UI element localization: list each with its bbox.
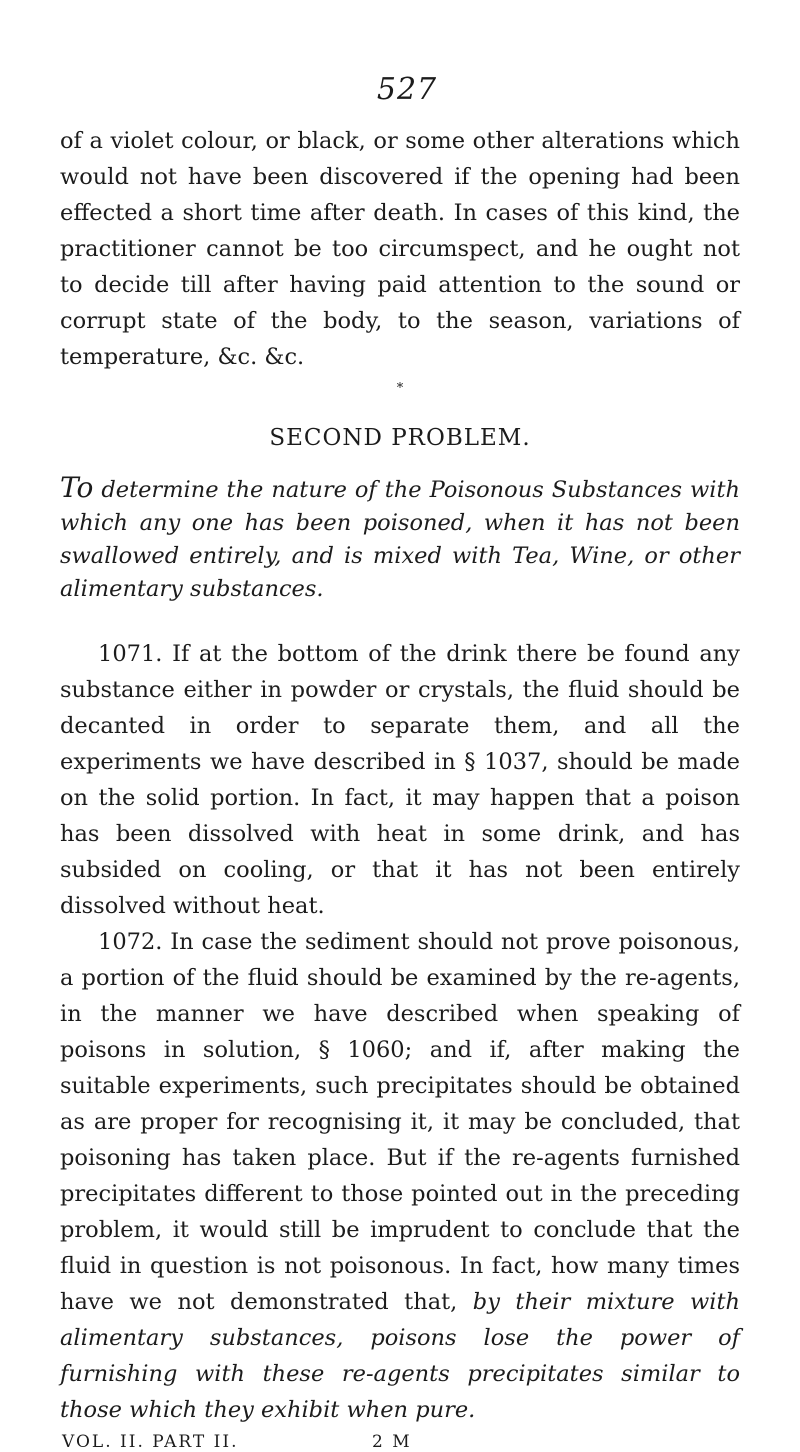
problem-statement-lead: To — [60, 471, 94, 504]
opening-paragraph: of a violet colour, or black, or some other alterations which would not have been discovered if the opening had been effected a short time after death. In cases of this kind, the practitioner cannot be too circumspect, and he ought not to decide till after having paid attention to the sound or corrupt state of the body, to the season, variations of temperature, &c. &c. — [60, 128, 740, 370]
page-number: 527 — [376, 72, 438, 107]
problem-statement-text: determine the nature of the Poisonous Substances with which any one has been poisoned, when it has not been swallowed entirely, and is mixed with Tea, Wine, or other alimentary substances. — [60, 477, 740, 602]
asterisk-separator: * — [396, 381, 404, 396]
section-title: SECOND PROBLEM. — [269, 425, 531, 451]
paragraph-1071: 1071. If at the bottom of the drink there be found any substance either in powder or crystals, the fluid should be decanted in order to separate them, and all the experiments we have described in § 1037, should be made on the solid portion. In fact, it may happen that a poison has been dissolved with heat in some drink, and has subsided on cooling, or that it has not been entirely dissolved without heat. — [60, 641, 740, 919]
signature-mark: 2 M — [372, 1432, 412, 1452]
paragraph-1072-text: 1072. In case the sediment should not prove poisonous, a portion of the fluid should be examined by the re-agents, in the manner we have described when speaking of poisons in solution, § 1060; and if, after making the suitable experiments, such precipitates should be obtained as are proper for recognising it, it may be concluded, that poisoning has taken place. But if the re-agents furnished precipitates different to those pointed out in the preceding problem, it would still be imprudent to conclude that the fluid in question is not poisonous. In fact, how many times have we not demonstrated that, — [60, 929, 740, 1315]
paragraph-1072-emphasis: by their mixture with alimentary substances, poisons lose the power of furnishing with these re-agents precipitates similar to those which they exhibit when pure. — [60, 1289, 740, 1423]
volume-label: VOL. II. PART II. — [62, 1432, 239, 1452]
problem-statement — [60, 471, 740, 606]
paragraph-1072 — [60, 924, 740, 1428]
page-footer — [60, 1432, 740, 1452]
